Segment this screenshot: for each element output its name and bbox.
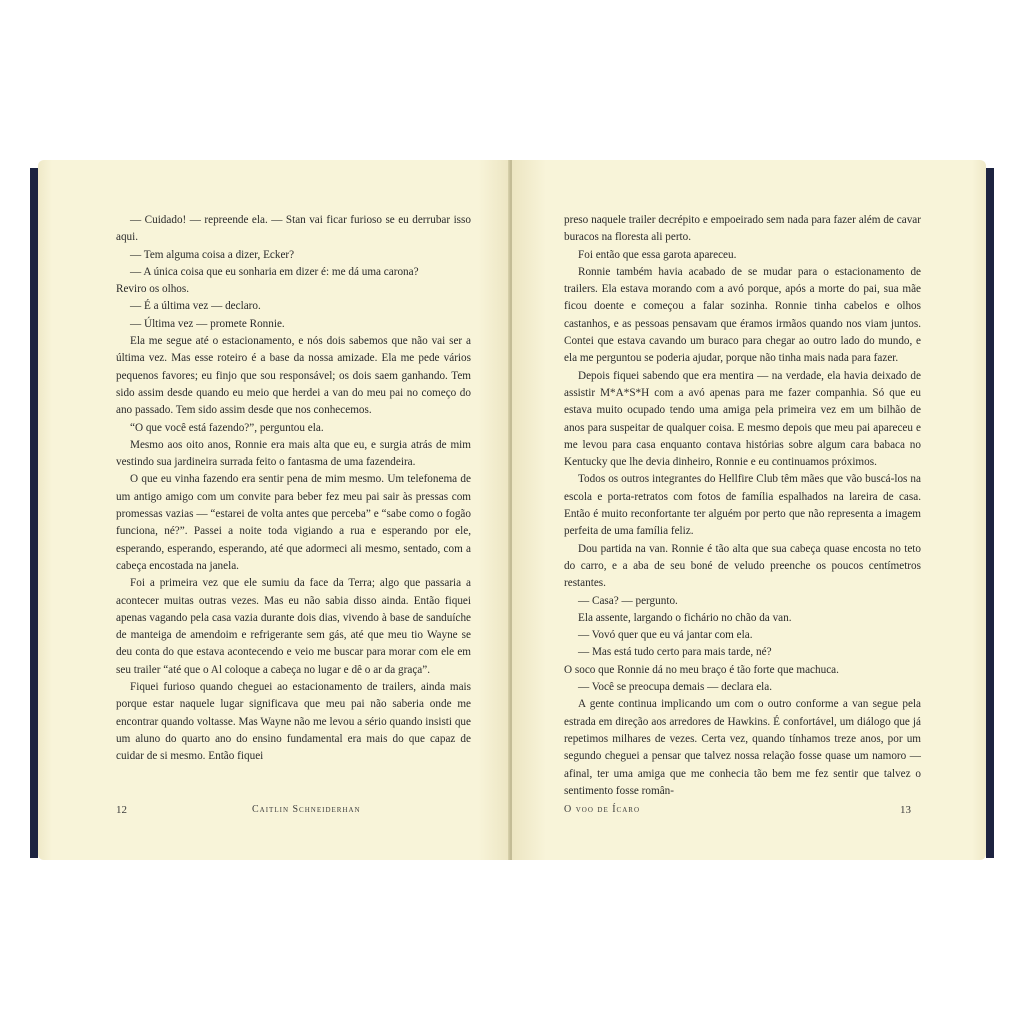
left-page bbox=[38, 160, 510, 860]
left-page-body bbox=[116, 212, 471, 766]
paragraph: — Você se preocupa demais — declara ela. bbox=[578, 681, 773, 694]
right-page bbox=[512, 160, 986, 860]
paragraph: — Vovó quer que eu vá jantar com ela. bbox=[578, 629, 753, 642]
paragraph: — Última vez — promete Ronnie. bbox=[130, 317, 285, 330]
running-head-author: Caitlin Schneiderhan bbox=[252, 804, 361, 815]
page-number: 13 bbox=[900, 804, 911, 816]
paragraph: Foi a primeira vez que ele sumiu da face da Terra; algo que passaria a acontecer muitas outras vezes. Mas eu não sabia disso ainda. Então fiquei apenas vagando pela casa vazia durante dois dias, vivendo à base de sanduíche de manteiga de amendoim e refrigerante sem gás, até que meu tio Wayne se deu conta do que estava acontecendo e veio me buscar para morar com ele em seu trailer “até que o Al coloque a cabeça no lugar e dê o ar da graça”. bbox=[116, 577, 471, 676]
paragraph: O que eu vinha fazendo era sentir pena de mim mesmo. Um telefonema de um antigo amigo com um convite para beber fez meu pai sair às pressas com promessas vazias — “estarei de volta antes que perceba” e “sabe como o fogão funciona, né?”. Passei a noite toda vigiando a rua e esperando por ele, esperando, esperando, esperando, até que adormeci ali mesmo, sentado, com a cabeça encostada na janela. bbox=[116, 473, 471, 572]
paragraph: — É a última vez — declaro. bbox=[130, 300, 261, 313]
paragraph: Mesmo aos oito anos, Ronnie era mais alta que eu, e surgia atrás de mim vestindo sua jardineira surrada feito o fantasma de uma fazendeira. bbox=[116, 438, 471, 469]
paragraph: Todos os outros integrantes do Hellfire Club têm mães que vão buscá-los na escola e porta-retratos com fotos de família espalhados na lareira de casa. Então é muito reconfortante ter alguém por perto que não representa a imagem perfeita de uma família feliz. bbox=[564, 473, 921, 538]
paragraph: Reviro os olhos. bbox=[116, 283, 190, 296]
paragraph: Depois fiquei sabendo que era mentira — na verdade, ela havia deixado de assistir M*A*S*H com a avó apenas para me fazer companhia. Só que eu estava muito ocupado tendo uma amiga pela primeira vez em um bilhão de anos para suspeitar de qualquer coisa. E mesmo depois que meu pai apareceu e me levou para casa enquanto contava histórias sobre algum cara babaca no Kentucky que lhe devia dinheiro, Ronnie e eu continuamos próximos. bbox=[564, 369, 921, 469]
page-number: 12 bbox=[116, 804, 127, 816]
paragraph: preso naquele trailer decrépito e empoeirado sem nada para fazer além de cavar buracos na floresta ali perto. bbox=[564, 214, 921, 244]
running-head-title: O voo de Ícaro bbox=[564, 804, 640, 815]
book-cover-edge-right bbox=[986, 168, 994, 858]
paragraph: — Mas está tudo certo para mais tarde, né? bbox=[578, 646, 772, 659]
paragraph: — Casa? — pergunto. bbox=[578, 594, 678, 607]
right-page-body bbox=[564, 212, 921, 800]
paragraph: Ela me segue até o estacionamento, e nós dois sabemos que não vai ser a última vez. Mas esse roteiro é a base da nossa amizade. Ela me pede vários pequenos favores; eu finjo que sou responsável; os dois saem ganhando. Tem sido assim desde quando eu meio que herdei a van do meu pai no começo do ano passado. Tem sido assim desde que nos conhecemos. bbox=[116, 335, 471, 417]
paragraph: Ela assente, largando o fichário no chão da van. bbox=[578, 611, 792, 624]
book-cover-edge-left bbox=[30, 168, 38, 858]
paragraph: Fiquei furioso quando cheguei ao estacionamento de trailers, ainda mais porque estar naquele lugar significava que meu pai não saberia onde me encontrar quando voltasse. Mas Wayne não me levou a sério quando insisti que um aluno do quarto ano do ensino fundamental era mais do que capaz de cuidar de si mesmo. Então fiquei bbox=[116, 681, 471, 763]
paragraph: A gente continua implicando um com o outro conforme a van segue pela estrada em direção aos arredores de Hawkins. É confortável, um diálogo que já repetimos milhares de vezes. Certa vez, quando tínhamos treze anos, por um segundo cheguei a pensar que talvez nossa relação fosse quase um namoro — afinal, ter uma amiga que me conhecia tão bem me fez sentir que talvez o sentimento fosse român- bbox=[564, 698, 921, 797]
paragraph: “O que você está fazendo?”, perguntou ela. bbox=[130, 421, 324, 434]
paragraph: Ronnie também havia acabado de se mudar para o estacionamento de trailers. Ela estava morando com a avó porque, após a morte do pai, sua mãe ficou doente e começou a falar sozinha. Ronnie tinha cabelos e olhos castanhos, e as pessoas pensavam que éramos irmãos quando nos viam juntos. Contei que estava cavando um buraco para chegar ao outro lado do mundo, e ela me perguntou se poderia ajudar, porque não tinha mais nada para fazer. bbox=[564, 265, 921, 365]
paragraph: O soco que Ronnie dá no meu braço é tão forte que machuca. bbox=[564, 663, 839, 676]
paragraph: — A única coisa que eu sonharia em dizer é: me dá uma carona? bbox=[130, 265, 419, 278]
paragraph: Foi então que essa garota apareceu. bbox=[578, 248, 737, 261]
paragraph: — Cuidado! — repreende ela. — Stan vai ficar furioso se eu derrubar isso aqui. bbox=[116, 214, 471, 244]
paragraph: Dou partida na van. Ronnie é tão alta que sua cabeça quase encosta no teto do carro, e a aba de seu boné de veludo preenche os poucos centímetros restantes. bbox=[564, 542, 921, 590]
paragraph: — Tem alguma coisa a dizer, Ecker? bbox=[130, 248, 295, 261]
